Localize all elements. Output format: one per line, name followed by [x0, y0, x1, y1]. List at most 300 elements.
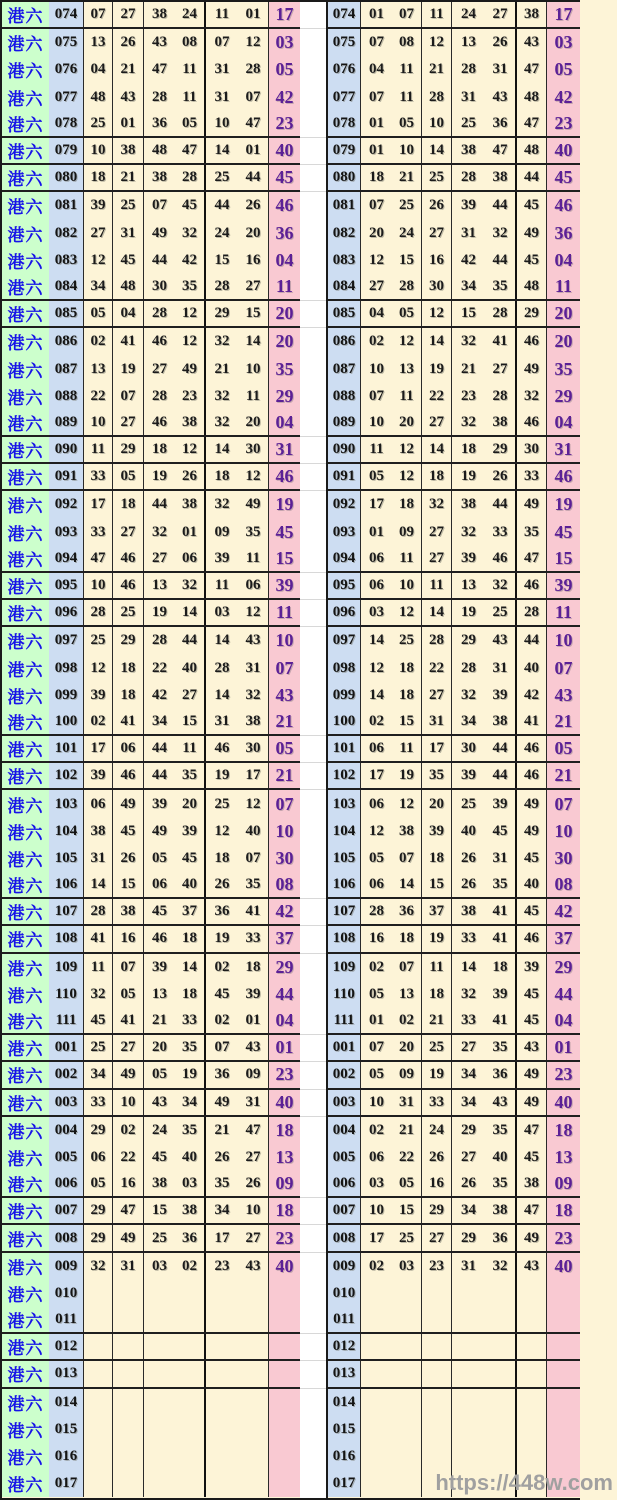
ball-cell-6: 27 — [238, 1225, 269, 1250]
sorted-ball-cell-1: 17 — [361, 763, 392, 788]
issue-cell: 003 — [49, 1090, 84, 1115]
special-number-cell: 07 — [547, 655, 580, 682]
lottery-label: 港六 — [2, 655, 49, 682]
ball-cell-2: 31 — [113, 220, 144, 247]
issue-cell: 100 — [328, 709, 361, 734]
sorted-ball-cell-1: 04 — [361, 56, 392, 83]
sorted-ball-cell-6: 45 — [517, 845, 547, 872]
table-row — [2, 926, 300, 953]
ball-cell-4: 06 — [175, 546, 206, 571]
special-number-cell: 05 — [547, 56, 580, 83]
issue-cell: 108 — [49, 926, 84, 951]
sorted-ball-cell-4: 39 — [452, 763, 485, 788]
special-number-cell: 30 — [547, 845, 580, 872]
table-row — [328, 682, 580, 709]
table-row — [328, 899, 580, 926]
ball-cell-2: 21 — [113, 165, 144, 190]
gutter-row — [300, 383, 326, 410]
special-number-cell — [269, 1443, 300, 1470]
ball-cell-5 — [206, 1361, 238, 1386]
sorted-ball-cell-2: 12 — [392, 437, 422, 462]
lottery-label: 港六 — [2, 56, 49, 83]
sorted-ball-cell-5: 36 — [485, 111, 517, 136]
ball-cell-5: 14 — [206, 682, 238, 709]
ball-cell-6: 20 — [238, 220, 269, 247]
table-row — [2, 29, 300, 56]
issue-cell: 004 — [49, 1117, 84, 1144]
table-row — [328, 790, 580, 817]
sorted-ball-cell-6: 49 — [517, 790, 547, 817]
lottery-label: 港六 — [2, 437, 49, 462]
issue-cell: 015 — [328, 1416, 361, 1443]
ball-cell-2: 25 — [113, 600, 144, 625]
issue-cell: 095 — [49, 573, 84, 598]
ball-cell-4: 45 — [175, 845, 206, 872]
table-row — [2, 192, 300, 219]
sorted-ball-cell-5: 31 — [485, 655, 517, 682]
sorted-ball-cell-2: 10 — [392, 573, 422, 598]
sorted-ball-cell-4: 32 — [452, 328, 485, 355]
table-row — [328, 220, 580, 247]
special-number-cell: 05 — [269, 736, 300, 761]
sorted-ball-cell-5: 39 — [485, 682, 517, 709]
issue-cell: 076 — [328, 56, 361, 83]
sorted-ball-cell-3 — [422, 1307, 452, 1332]
ball-cell-1: 29 — [84, 1225, 113, 1250]
issue-cell: 009 — [49, 1253, 84, 1280]
gutter-row — [300, 1416, 326, 1443]
special-number-cell: 05 — [269, 56, 300, 83]
sorted-ball-cell-3: 19 — [422, 1062, 452, 1087]
ball-cell-5 — [206, 1416, 238, 1443]
sorted-ball-cell-4: 29 — [452, 1117, 485, 1144]
sorted-ball-cell-4: 18 — [452, 437, 485, 462]
ball-cell-4: 38 — [175, 410, 206, 435]
ball-cell-2: 31 — [113, 1253, 144, 1280]
ball-cell-3: 42 — [144, 682, 175, 709]
issue-cell: 089 — [328, 410, 361, 435]
sorted-ball-cell-6: 45 — [517, 247, 547, 274]
sorted-ball-cell-1: 05 — [361, 981, 392, 1008]
sorted-ball-cell-3: 10 — [422, 111, 452, 136]
lottery-label: 港六 — [2, 355, 49, 382]
gutter-row — [300, 1090, 326, 1117]
ball-cell-2: 27 — [113, 410, 144, 435]
ball-cell-4: 15 — [175, 709, 206, 734]
special-number-cell: 18 — [547, 1198, 580, 1223]
gutter-row — [300, 573, 326, 600]
special-number-cell: 01 — [547, 1035, 580, 1060]
issue-cell: 101 — [49, 736, 84, 761]
ball-cell-3: 43 — [144, 29, 175, 56]
sorted-ball-cell-1: 03 — [361, 600, 392, 625]
sorted-ball-cell-6: 40 — [517, 872, 547, 897]
issue-cell: 099 — [328, 682, 361, 709]
sorted-ball-cell-1: 11 — [361, 437, 392, 462]
lottery-label: 港六 — [2, 220, 49, 247]
gutter-row — [300, 1307, 326, 1334]
ball-cell-2: 07 — [113, 383, 144, 410]
issue-cell: 077 — [49, 84, 84, 111]
ball-cell-2: 21 — [113, 56, 144, 83]
sorted-ball-cell-3: 14 — [422, 328, 452, 355]
sorted-ball-cell-1: 06 — [361, 546, 392, 571]
ball-cell-2: 47 — [113, 1198, 144, 1223]
table-row — [328, 165, 580, 192]
ball-cell-5: 14 — [206, 437, 238, 462]
sorted-ball-cell-1: 14 — [361, 627, 392, 654]
ball-cell-5 — [206, 1307, 238, 1332]
ball-cell-4: 12 — [175, 437, 206, 462]
lottery-label: 港六 — [2, 111, 49, 136]
special-number-cell: 23 — [547, 1225, 580, 1250]
sorted-ball-cell-6: 47 — [517, 56, 547, 83]
special-number-cell — [547, 1361, 580, 1386]
sorted-ball-cell-4: 34 — [452, 274, 485, 299]
issue-cell: 082 — [49, 220, 84, 247]
ball-cell-1: 25 — [84, 1035, 113, 1060]
special-number-cell — [547, 1443, 580, 1470]
sorted-ball-cell-3: 27 — [422, 519, 452, 546]
ball-cell-3 — [144, 1334, 175, 1359]
ball-cell-3 — [144, 1389, 175, 1416]
sorted-ball-cell-4: 30 — [452, 736, 485, 761]
sorted-ball-cell-3: 26 — [422, 1144, 452, 1171]
table-row — [2, 56, 300, 83]
special-number-cell: 21 — [269, 763, 300, 788]
ball-cell-4: 18 — [175, 926, 206, 951]
ball-cell-3: 44 — [144, 736, 175, 761]
issue-cell: 091 — [49, 464, 84, 489]
table-row — [2, 1035, 300, 1062]
sorted-ball-cell-3: 25 — [422, 165, 452, 190]
issue-cell: 098 — [49, 655, 84, 682]
sorted-ball-cell-6: 44 — [517, 165, 547, 190]
ball-cell-3: 30 — [144, 274, 175, 299]
ball-cell-4: 35 — [175, 1117, 206, 1144]
sorted-ball-cell-4: 27 — [452, 1144, 485, 1171]
gutter-row — [300, 138, 326, 165]
gutter-row — [300, 29, 326, 56]
sorted-ball-cell-4: 31 — [452, 84, 485, 111]
special-number-cell — [547, 1389, 580, 1416]
ball-cell-6: 30 — [238, 736, 269, 761]
ball-cell-4: 11 — [175, 56, 206, 83]
sorted-ball-cell-2: 07 — [392, 845, 422, 872]
ball-cell-5: 32 — [206, 410, 238, 435]
ball-cell-5: 12 — [206, 818, 238, 845]
special-number-cell: 20 — [547, 328, 580, 355]
gutter-row — [300, 437, 326, 464]
sorted-ball-cell-6: 45 — [517, 1008, 547, 1033]
table-row — [2, 1225, 300, 1252]
ball-cell-6 — [238, 1470, 269, 1497]
special-number-cell: 35 — [269, 355, 300, 382]
table-row — [328, 410, 580, 437]
sorted-ball-cell-5: 32 — [485, 573, 517, 598]
special-number-cell: 40 — [547, 138, 580, 163]
ball-cell-2: 18 — [113, 491, 144, 518]
gutter-row — [300, 1062, 326, 1089]
ball-cell-1: 33 — [84, 519, 113, 546]
issue-cell: 106 — [328, 872, 361, 897]
issue-cell: 093 — [49, 519, 84, 546]
special-number-cell: 08 — [269, 872, 300, 897]
gutter-row — [300, 954, 326, 981]
sorted-ball-cell-4: 29 — [452, 1225, 485, 1250]
sorted-ball-cell-5 — [485, 1334, 517, 1359]
special-number-cell — [547, 1280, 580, 1307]
sorted-ball-cell-3: 30 — [422, 274, 452, 299]
ball-cell-5: 03 — [206, 600, 238, 625]
ball-cell-5: 36 — [206, 899, 238, 924]
sorted-ball-cell-5: 36 — [485, 1225, 517, 1250]
sorted-ball-cell-5: 35 — [485, 274, 517, 299]
issue-cell: 078 — [328, 111, 361, 136]
ball-cell-4: 18 — [175, 981, 206, 1008]
ball-cell-3: 18 — [144, 437, 175, 462]
ball-cell-3: 07 — [144, 192, 175, 219]
sorted-ball-cell-2 — [392, 1361, 422, 1386]
ball-cell-6: 31 — [238, 655, 269, 682]
sorted-ball-cell-4: 39 — [452, 546, 485, 571]
lottery-label: 港六 — [2, 845, 49, 872]
table-row — [328, 600, 580, 627]
sorted-ball-cell-2: 36 — [392, 899, 422, 924]
table-row — [328, 1334, 580, 1361]
issue-cell: 102 — [49, 763, 84, 788]
sorted-ball-cell-2: 21 — [392, 165, 422, 190]
ball-cell-4: 33 — [175, 1008, 206, 1033]
ball-cell-5 — [206, 1443, 238, 1470]
issue-cell: 085 — [328, 301, 361, 326]
table-row — [328, 491, 580, 518]
special-number-cell: 10 — [547, 627, 580, 654]
special-number-cell: 39 — [547, 573, 580, 598]
sorted-ball-cell-5: 31 — [485, 845, 517, 872]
sorted-ball-cell-5: 47 — [485, 138, 517, 163]
ball-cell-6: 43 — [238, 1035, 269, 1060]
sorted-ball-cell-6: 45 — [517, 192, 547, 219]
sorted-ball-cell-6 — [517, 1389, 547, 1416]
issue-cell: 004 — [328, 1117, 361, 1144]
ball-cell-5: 14 — [206, 627, 238, 654]
sorted-ball-cell-1: 06 — [361, 573, 392, 598]
ball-cell-3: 27 — [144, 546, 175, 571]
ball-cell-6: 12 — [238, 790, 269, 817]
ball-cell-6: 15 — [238, 301, 269, 326]
sorted-ball-cell-5: 26 — [485, 464, 517, 489]
issue-cell: 076 — [49, 56, 84, 83]
table-row — [328, 84, 580, 111]
table-row — [2, 1198, 300, 1225]
ball-cell-2: 27 — [113, 519, 144, 546]
issue-cell: 105 — [49, 845, 84, 872]
issue-cell: 110 — [49, 981, 84, 1008]
ball-cell-2: 18 — [113, 682, 144, 709]
ball-cell-6 — [238, 1280, 269, 1307]
ball-cell-5: 28 — [206, 655, 238, 682]
table-row — [328, 763, 580, 790]
lottery-label: 港六 — [2, 328, 49, 355]
sorted-ball-cell-1: 01 — [361, 111, 392, 136]
lottery-label: 港六 — [2, 1008, 49, 1033]
sorted-ball-cell-2 — [392, 1389, 422, 1416]
sorted-ball-cell-5: 27 — [485, 2, 517, 27]
ball-cell-2: 27 — [113, 1035, 144, 1060]
lottery-label: 港六 — [2, 573, 49, 598]
sorted-ball-cell-6: 41 — [517, 709, 547, 734]
ball-cell-4: 35 — [175, 763, 206, 788]
ball-cell-2: 18 — [113, 655, 144, 682]
ball-cell-6: 43 — [238, 627, 269, 654]
issue-cell: 105 — [328, 845, 361, 872]
issue-cell: 012 — [328, 1334, 361, 1359]
gutter-row — [300, 790, 326, 817]
sorted-ball-cell-2: 12 — [392, 464, 422, 489]
special-number-cell: 40 — [269, 1253, 300, 1280]
ball-cell-6: 06 — [238, 573, 269, 598]
sorted-ball-cell-2: 09 — [392, 519, 422, 546]
special-number-cell: 31 — [269, 437, 300, 462]
special-number-cell: 01 — [269, 1035, 300, 1060]
ball-cell-6: 32 — [238, 682, 269, 709]
sorted-ball-cell-5: 44 — [485, 491, 517, 518]
special-number-cell: 09 — [269, 1171, 300, 1196]
issue-cell: 111 — [49, 1008, 84, 1033]
ball-cell-4 — [175, 1307, 206, 1332]
sorted-ball-cell-5: 31 — [485, 56, 517, 83]
special-number-cell: 07 — [547, 790, 580, 817]
ball-cell-6: 47 — [238, 1117, 269, 1144]
ball-cell-2: 22 — [113, 1144, 144, 1171]
special-number-cell: 15 — [269, 546, 300, 571]
sorted-ball-cell-4: 33 — [452, 926, 485, 951]
ball-cell-3: 28 — [144, 383, 175, 410]
sorted-ball-cell-5: 44 — [485, 736, 517, 761]
sorted-ball-cell-5: 39 — [485, 981, 517, 1008]
sorted-ball-cell-4: 34 — [452, 709, 485, 734]
ball-cell-1: 33 — [84, 464, 113, 489]
special-number-cell: 40 — [269, 138, 300, 163]
gutter-row — [300, 1470, 326, 1497]
sorted-ball-cell-4: 28 — [452, 165, 485, 190]
sorted-ball-cell-5: 44 — [485, 247, 517, 274]
sorted-ball-cell-5: 41 — [485, 926, 517, 951]
sorted-ball-cell-1: 12 — [361, 247, 392, 274]
table-row — [2, 1389, 300, 1416]
issue-cell: 075 — [328, 29, 361, 56]
sorted-ball-cell-3: 14 — [422, 600, 452, 625]
ball-cell-3: 27 — [144, 355, 175, 382]
ball-cell-5: 49 — [206, 1090, 238, 1115]
sorted-ball-cell-6 — [517, 1443, 547, 1470]
issue-cell: 011 — [328, 1307, 361, 1332]
table-row — [2, 1117, 300, 1144]
sorted-ball-cell-4: 25 — [452, 111, 485, 136]
table-row — [2, 709, 300, 736]
issue-cell: 014 — [49, 1389, 84, 1416]
ball-cell-3: 39 — [144, 790, 175, 817]
special-number-cell: 19 — [547, 491, 580, 518]
gutter-row — [300, 84, 326, 111]
table-row — [328, 655, 580, 682]
ball-cell-4: 47 — [175, 138, 206, 163]
lottery-label: 港六 — [2, 464, 49, 489]
gutter-row — [300, 247, 326, 274]
special-number-cell: 42 — [547, 899, 580, 924]
sorted-ball-cell-3 — [422, 1416, 452, 1443]
sorted-ball-cell-6: 46 — [517, 328, 547, 355]
sorted-ball-cell-2 — [392, 1416, 422, 1443]
table-row — [2, 491, 300, 518]
sorted-ball-cell-2: 18 — [392, 655, 422, 682]
sorted-ball-cell-3: 11 — [422, 2, 452, 27]
sorted-ball-cell-5: 43 — [485, 1090, 517, 1115]
ball-cell-4: 12 — [175, 328, 206, 355]
sorted-ball-cell-3: 27 — [422, 410, 452, 435]
issue-cell: 017 — [328, 1470, 361, 1497]
issue-cell: 107 — [49, 899, 84, 924]
special-number-cell: 23 — [269, 1225, 300, 1250]
issue-cell: 081 — [49, 192, 84, 219]
sorted-ball-cell-2: 12 — [392, 600, 422, 625]
sorted-ball-cell-5: 26 — [485, 29, 517, 56]
sorted-ball-cell-5: 38 — [485, 165, 517, 190]
sorted-ball-cell-4: 32 — [452, 981, 485, 1008]
ball-cell-1: 11 — [84, 437, 113, 462]
ball-cell-2: 07 — [113, 954, 144, 981]
table-row — [328, 328, 580, 355]
table-row — [328, 1117, 580, 1144]
sorted-ball-cell-3: 14 — [422, 437, 452, 462]
sorted-ball-cell-5: 45 — [485, 818, 517, 845]
table-row — [2, 1334, 300, 1361]
ball-cell-4: 02 — [175, 1253, 206, 1280]
sorted-ball-cell-5: 35 — [485, 1171, 517, 1196]
sorted-ball-cell-2 — [392, 1334, 422, 1359]
sorted-ball-cell-6: 45 — [517, 899, 547, 924]
sorted-ball-cell-4: 24 — [452, 2, 485, 27]
ball-cell-3 — [144, 1361, 175, 1386]
sorted-ball-cell-2 — [392, 1280, 422, 1307]
sorted-ball-cell-6: 43 — [517, 1253, 547, 1280]
lottery-label: 港六 — [2, 1443, 49, 1470]
lottery-label: 港六 — [2, 1470, 49, 1497]
sorted-ball-cell-1: 16 — [361, 926, 392, 951]
table-row — [2, 84, 300, 111]
sorted-ball-cell-3: 19 — [422, 926, 452, 951]
ball-cell-2: 38 — [113, 899, 144, 924]
sorted-ball-cell-1: 10 — [361, 355, 392, 382]
gutter-row — [300, 872, 326, 899]
sorted-ball-cell-6: 46 — [517, 926, 547, 951]
issue-cell: 110 — [328, 981, 361, 1008]
sorted-ball-cell-4: 32 — [452, 519, 485, 546]
sorted-ball-cell-3: 11 — [422, 954, 452, 981]
ball-cell-1: 25 — [84, 627, 113, 654]
special-number-cell: 11 — [269, 274, 300, 299]
sorted-ball-cell-5: 35 — [485, 1035, 517, 1060]
issue-cell: 013 — [328, 1361, 361, 1386]
ball-cell-2 — [113, 1389, 144, 1416]
sorted-ball-cell-5 — [485, 1280, 517, 1307]
lottery-label: 港六 — [2, 410, 49, 435]
lottery-label: 港六 — [2, 1225, 49, 1250]
table-row — [328, 1361, 580, 1388]
table-row — [2, 736, 300, 763]
ball-cell-5: 31 — [206, 709, 238, 734]
